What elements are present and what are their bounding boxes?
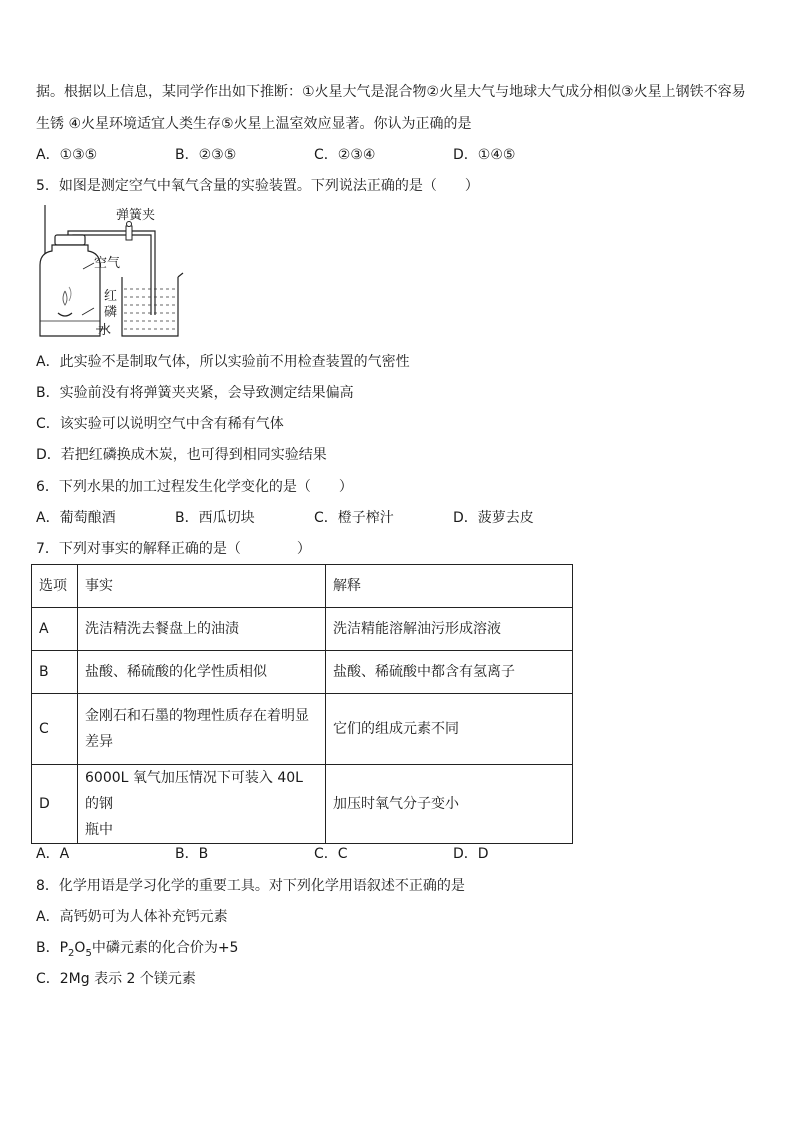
q6-option-c: C．橙子榨汁 <box>314 510 394 526</box>
header-fact: 事实 <box>78 565 326 608</box>
q4-text-line-2: 生锈 ④火星环境适宜人类生存⑤火星上温室效应显著。你认为正确的是 <box>36 116 472 132</box>
table-row <box>32 694 573 765</box>
q8-stem: 8．化学用语是学习化学的重要工具。对下列化学用语叙述不正确的是 <box>36 878 465 894</box>
q8-option-b-oxygen: O <box>74 940 86 956</box>
row-fact <box>78 694 326 765</box>
row-option: B <box>32 651 78 694</box>
q8-option-b-subscript-2: 5 <box>85 947 92 959</box>
row-fact-line-1: 6000L 氧气加压情况下可装入 40L 的钢 <box>85 770 303 812</box>
table-header-row <box>32 565 573 608</box>
table-row <box>32 608 573 651</box>
q4-option-d: D．①④⑤ <box>453 147 516 163</box>
experiment-apparatus-diagram <box>38 205 188 340</box>
q7-option-d: D．D <box>453 846 489 862</box>
q5-stem: 5．如图是测定空气中氧气含量的实验装置。下列说法正确的是（ ） <box>36 178 479 194</box>
q8-option-a: A．高钙奶可为人体补充钙元素 <box>36 909 228 925</box>
label-clip: 弹簧夹 <box>116 208 156 223</box>
label-phosphorus: 磷 <box>104 305 118 320</box>
q8-option-b-subscript-1: 2 <box>68 947 75 959</box>
q5-option-d: D．若把红磷换成木炭，也可得到相同实验结果 <box>36 447 327 463</box>
header-option: 选项 <box>32 565 78 608</box>
q8-option-b-prefix: B．P <box>36 940 69 956</box>
beaker <box>122 273 183 336</box>
q5-option-a: A．此实验不是制取气体，所以实验前不用检查装置的气密性 <box>36 354 410 370</box>
label-red: 红 <box>104 289 118 304</box>
row-fact: 洗洁精洗去餐盘上的油渍 <box>78 608 326 651</box>
row-fact-line-2: 瓶中 <box>85 822 113 838</box>
header-explanation: 解释 <box>326 565 573 608</box>
row-option: A <box>32 608 78 651</box>
gas-collecting-bottle <box>40 245 100 336</box>
table-row <box>32 765 573 844</box>
q7-table <box>31 564 573 844</box>
q6-stem: 6．下列水果的加工过程发生化学变化的是（ ） <box>36 479 353 495</box>
q6-option-a: A．葡萄酿酒 <box>36 510 116 526</box>
row-fact <box>78 765 326 844</box>
q4-option-b: B．②③⑤ <box>175 147 237 163</box>
q8-option-b <box>36 938 238 964</box>
row-explanation: 加压时氧气分子变小 <box>326 765 573 844</box>
row-fact-line-1: 金刚石和石墨的物理性质存在着明显 <box>85 708 309 724</box>
label-water: 水 <box>98 323 112 338</box>
bottle-stopper <box>55 235 85 245</box>
q5-option-c: C．该实验可以说明空气中含有稀有气体 <box>36 416 284 432</box>
q7-option-c: C．C <box>314 846 348 862</box>
spring-clamp <box>126 226 132 240</box>
row-fact: 盐酸、稀硫酸的化学性质相似 <box>78 651 326 694</box>
q4-option-a: A．①③⑤ <box>36 147 98 163</box>
q7-option-a: A．A <box>36 846 70 862</box>
q6-option-d: D．菠萝去皮 <box>453 510 534 526</box>
q4-text-line-1: 据。根据以上信息，某同学作出如下推断：①火星大气是混合物②火星大气与地球大气成分相似③火星上钢铁不容易 <box>36 84 746 100</box>
q8-option-c: C．2Mg 表示 2 个镁元素 <box>36 971 196 987</box>
table-row <box>32 651 573 694</box>
row-option: D <box>32 765 78 844</box>
row-fact-line-2: 差异 <box>85 734 113 750</box>
q7-option-b: B．B <box>175 846 209 862</box>
q5-option-b: B．实验前没有将弹簧夹夹紧，会导致测定结果偏高 <box>36 385 354 401</box>
beaker-water <box>124 289 176 329</box>
q4-option-c: C．②③④ <box>314 147 376 163</box>
row-explanation: 它们的组成元素不同 <box>326 694 573 765</box>
q7-stem: 7．下列对事实的解释正确的是（ ） <box>36 541 311 557</box>
row-explanation: 盐酸、稀硫酸中都含有氢离子 <box>326 651 573 694</box>
row-explanation: 洗洁精能溶解油污形成溶液 <box>326 608 573 651</box>
q6-option-b: B．西瓜切块 <box>175 510 255 526</box>
row-option: C <box>32 694 78 765</box>
label-air: 空气 <box>94 256 121 271</box>
q8-option-b-suffix: 中磷元素的化合价为+5 <box>91 940 239 956</box>
